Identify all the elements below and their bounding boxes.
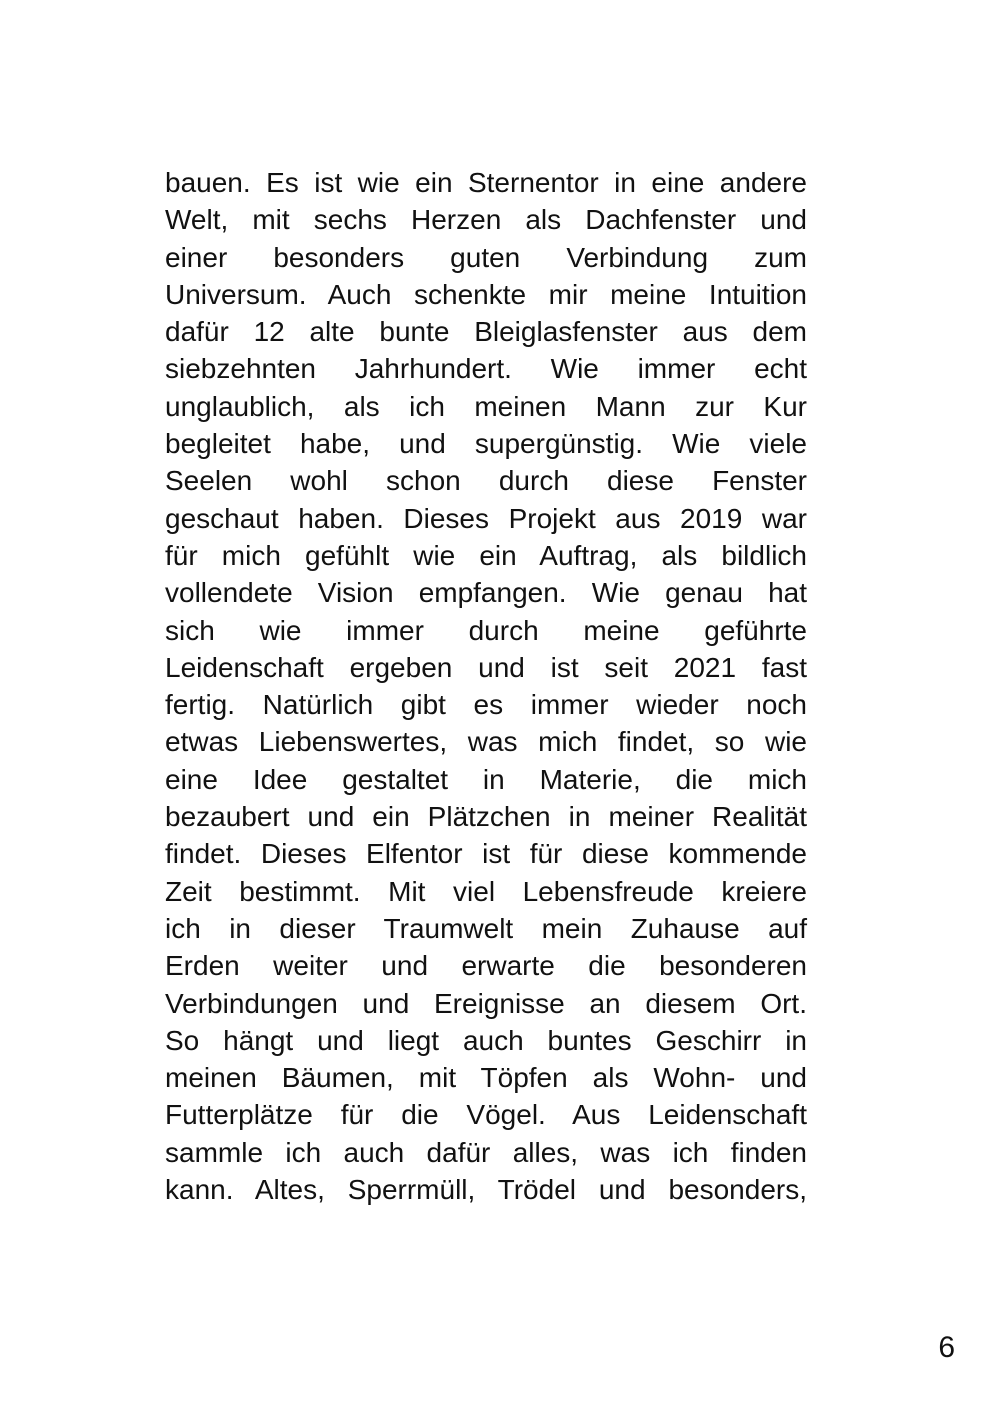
text-line: Futterplätze für die Vögel. Aus Leidenschaft	[165, 1099, 807, 1131]
text-line: bauen. Es ist wie ein Sternentor in eine andere	[165, 167, 807, 198]
text-line: Verbindungen und Ereignisse an diesem Ort.	[165, 987, 807, 1019]
text-line: etwas Liebenswertes, was mich findet, so wie	[165, 726, 807, 758]
text-line: bezaubert und ein Plätzchen in meiner Realität	[165, 801, 807, 833]
text-line: Welt, mit sechs Herzen als Dachfenster und	[165, 204, 807, 236]
text-line: Leidenschaft ergeben und ist seit 2021 fast	[165, 651, 807, 683]
text-line: begleitet habe, und supergünstig. Wie viele	[165, 428, 807, 460]
text-line: Seelen wohl schon durch diese Fenster	[165, 465, 807, 497]
text-line: dafür 12 alte bunte Bleiglasfenster aus dem	[165, 316, 807, 348]
text-line: geschaut haben. Dieses Projekt aus 2019 war	[165, 502, 807, 534]
text-line: So hängt und liegt auch buntes Geschirr in	[165, 1024, 807, 1056]
page-number: 6	[938, 1331, 955, 1364]
text-line: meinen Bäumen, mit Töpfen als Wohn- und	[165, 1062, 807, 1094]
text-line: einer besonders guten Verbindung zum	[165, 241, 807, 273]
text-line: fertig. Natürlich gibt es immer wieder noch	[165, 689, 807, 721]
text-line: siebzehnten Jahrhundert. Wie immer echt	[165, 353, 807, 385]
text-line: kann. Altes, Sperrmüll, Trödel und besonders,	[165, 1174, 807, 1206]
text-line: sammle ich auch dafür alles, was ich finden	[165, 1136, 807, 1168]
text-line: unglaublich, als ich meinen Mann zur Kur	[165, 390, 807, 422]
body-text	[165, 164, 807, 1208]
text-line: für mich gefühlt wie ein Auftrag, als bildlich	[165, 539, 807, 571]
text-line: findet. Dieses Elfentor ist für diese kommende	[165, 838, 807, 870]
text-line: eine Idee gestaltet in Materie, die mich	[165, 763, 807, 795]
text-line: ich in dieser Traumwelt mein Zuhause auf	[165, 912, 807, 944]
text-line: Erden weiter und erwarte die besonderen	[165, 950, 807, 982]
text-line: Zeit bestimmt. Mit viel Lebensfreude kreiere	[165, 875, 807, 907]
text-line: Universum. Auch schenkte mir meine Intuition	[165, 278, 807, 310]
text-line: vollendete Vision empfangen. Wie genau hat	[165, 577, 807, 609]
text-line: sich wie immer durch meine geführte	[165, 614, 807, 646]
